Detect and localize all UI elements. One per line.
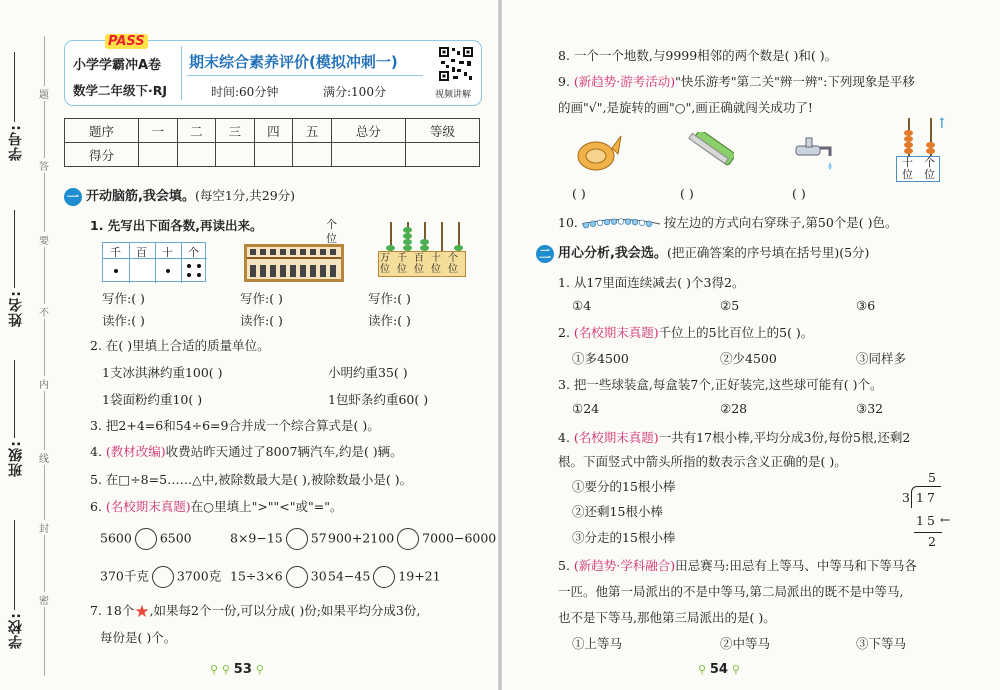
choice-option[interactable]: ②中等马: [720, 636, 771, 651]
grade-label: 数学二年级下·RJ: [73, 83, 168, 98]
table-cell: 题序: [65, 119, 139, 143]
question-4[interactable]: 4. (教材改编)收费站昨天通过了8007辆汽车,约是( )辆。: [90, 444, 403, 459]
bead: [420, 239, 429, 245]
bead: [639, 220, 645, 226]
question-10[interactable]: 10. 按左边的方式向右穿珠子,第50个是( )色。: [558, 215, 898, 230]
dot: [197, 273, 201, 277]
bead: [403, 233, 412, 239]
counting-frame-small: [894, 116, 948, 182]
seal-char: 内: [39, 376, 49, 391]
score-input[interactable]: [139, 143, 178, 167]
frame-label: 个位: [924, 156, 935, 181]
lower-beads: [250, 265, 338, 277]
page-number: ⚲ ⚲ 53 ⚲: [210, 662, 264, 677]
exam-title: 期末综合素养评价(模拟冲刺一): [189, 53, 398, 71]
table-cell: 三: [216, 119, 255, 143]
score-input[interactable]: [216, 143, 255, 167]
video-label: 视频讲解: [435, 90, 472, 100]
question-7[interactable]: 7. 18个★,如果每2个一份,可以分成( )份;如果平均分成3份,: [90, 602, 421, 622]
choice-question-5-line2: 一匹。他第一局派出的不是中等马,第二局派出的既不是中等马,: [558, 584, 904, 599]
compare-item: 5600 6500: [100, 528, 192, 550]
bead: [904, 130, 913, 136]
rod: [441, 222, 443, 252]
bead: [904, 148, 913, 154]
book-spine: [498, 0, 502, 690]
place-value-chart: [102, 242, 206, 282]
choice-option[interactable]: ③下等马: [856, 636, 907, 651]
school-label: 学校:: [8, 612, 24, 649]
question-3[interactable]: 3. 把2+4=6和54÷6=9合并成一个综合算式是( )。: [90, 418, 380, 433]
upper-beads: [250, 249, 338, 255]
division-line: [914, 532, 942, 533]
choice-option[interactable]: ③同样多: [856, 351, 907, 366]
full-score: 满分:100分: [323, 85, 386, 99]
read-blank[interactable]: 读作:( ): [368, 313, 411, 328]
bead: [646, 221, 652, 227]
student-no-line: [14, 52, 15, 122]
write-blank[interactable]: 写作:( ): [240, 291, 283, 306]
answer-blank[interactable]: ( ): [680, 186, 694, 201]
divider: [155, 243, 156, 283]
arrow-left-icon: ←: [940, 512, 951, 527]
question-5[interactable]: 5. 在□÷8=5……△中,被除数最大是( ),被除数最小是( )。: [90, 472, 413, 487]
dividend: 17: [916, 490, 938, 505]
bead: [625, 218, 631, 224]
choice-option[interactable]: ②少4500: [720, 351, 777, 366]
place-header-tens: 十: [162, 246, 173, 259]
dot: [114, 269, 118, 273]
crayon-box-icon: [680, 132, 734, 180]
school-line: [14, 520, 15, 610]
bead: [590, 221, 596, 227]
question-tag: (教材改编): [105, 444, 166, 459]
section-badge: 二: [536, 245, 554, 263]
answer-blank[interactable]: ( ): [572, 186, 586, 201]
exam-time: 时间:60分钟: [211, 85, 279, 99]
read-blank[interactable]: 读作:( ): [102, 313, 145, 328]
bead: [611, 218, 617, 224]
q2-item[interactable]: 1支冰淇淋约重100( ): [102, 365, 223, 380]
bead: [583, 222, 589, 228]
choice-question-5-line3: 也不是下等马,那他第三局派出的是( )。: [558, 610, 776, 625]
choice-option[interactable]: ②还剩15根小棒: [572, 504, 663, 519]
question-1: 1. 先写出下面各数,再读出来。: [90, 218, 263, 233]
abacus-beam: [247, 257, 341, 259]
binding-gutter: [0, 0, 58, 690]
seal-char: 密: [39, 592, 49, 607]
page-54: [502, 0, 1000, 690]
seal-char: 答: [39, 158, 49, 173]
sprout-icon: ⚲: [698, 663, 710, 676]
seal-line: [44, 36, 45, 676]
seal-char: 不: [39, 304, 49, 319]
compare-circle-input[interactable]: [397, 528, 419, 550]
question-tag: (名校期末真题): [573, 325, 659, 340]
choice-question-4-line2: 根。下面竖式中箭头所指的数表示含义正确的是( )。: [558, 454, 847, 469]
compare-circle-input[interactable]: [286, 528, 308, 550]
score-table-score-row: [65, 143, 480, 167]
exam-header: [64, 34, 482, 106]
question-9: 9. (新趋势·游考活动)"快乐游考"第二关"辨一辨":下列现象是平移: [558, 74, 915, 89]
abacus-place-label-ones: 个: [326, 218, 337, 231]
choice-option[interactable]: ①要分的15根小棒: [572, 479, 676, 494]
bead: [403, 227, 412, 233]
choice-option[interactable]: ①上等马: [572, 636, 623, 651]
compare-item: 8×9−15 57: [230, 528, 327, 550]
choice-question-5: 5. (新趋势·学科融合)田忌赛马:田忌有上等马、中等马和下等马各: [558, 558, 917, 573]
frame-label: 万位: [380, 253, 390, 275]
choice-question-4: 4. (名校期末真题)一共有17根小棒,平均分成3份,每份5根,还剩2: [558, 430, 911, 445]
bead: [632, 219, 638, 225]
header-divider: [181, 46, 182, 100]
counting-frame: [378, 218, 466, 278]
dot: [197, 264, 201, 268]
bead-string-icon: [580, 217, 662, 231]
qr-code-icon[interactable]: [437, 45, 475, 83]
answer-blank[interactable]: ( ): [792, 186, 806, 201]
question-7-line2[interactable]: 每份是( )个。: [100, 630, 177, 645]
compare-circle-input[interactable]: [152, 566, 174, 588]
frame-label: 十位: [431, 253, 441, 275]
divider: [181, 243, 182, 283]
choice-option[interactable]: ①4: [572, 298, 592, 313]
choice-question-3: 3. 把一些球装盒,每盒装7个,正好装完,这些球可能有( )个。: [558, 377, 883, 392]
choice-option[interactable]: ②5: [720, 298, 740, 313]
frame-label: 个位: [448, 253, 458, 275]
bead: [604, 219, 610, 225]
section-note: (每空1分,共29分): [194, 188, 296, 203]
compare-item: 900+2100 7000−6000: [328, 528, 496, 550]
compare-item: 370千克 3700克: [100, 566, 221, 588]
quotient: 5: [928, 470, 936, 485]
name-line: [14, 210, 15, 288]
choice-option[interactable]: ①多4500: [572, 351, 629, 366]
class-line: [14, 360, 15, 438]
bead: [403, 239, 412, 245]
score-input[interactable]: [177, 143, 216, 167]
choice-option[interactable]: ③32: [856, 401, 884, 416]
score-input[interactable]: [293, 143, 332, 167]
write-blank[interactable]: 写作:( ): [368, 291, 411, 306]
bead: [926, 142, 935, 148]
choice-option[interactable]: ①24: [572, 401, 600, 416]
table-cell: 总分: [331, 119, 405, 143]
section-note: (把正确答案的序号填在括号里)(5分): [666, 245, 870, 260]
table-cell: 得分: [65, 143, 139, 167]
question-tag: (新趋势·学科融合): [573, 558, 676, 573]
divisor: 3: [902, 490, 910, 505]
score-input[interactable]: [405, 143, 479, 167]
write-blank[interactable]: 写作:( ): [102, 291, 145, 306]
compare-circle-input[interactable]: [135, 528, 157, 550]
product: 15: [916, 513, 938, 528]
choice-option[interactable]: ③分走的15根小棒: [572, 530, 676, 545]
table-cell: 五: [293, 119, 332, 143]
sprout-icon: ⚲ ⚲: [210, 663, 234, 676]
section-badge: 一: [64, 188, 82, 206]
frame-label: 百位: [414, 253, 424, 275]
brand-logo: PASS: [105, 34, 148, 49]
dot: [166, 269, 170, 273]
q2-item[interactable]: 1包虾条约重60( ): [328, 392, 429, 407]
name-label: 姓名:: [8, 290, 24, 327]
table-cell: 等级: [405, 119, 479, 143]
student-no-label: 学号:: [8, 124, 24, 161]
q2-item[interactable]: 小明约重35( ): [328, 365, 408, 380]
question-text: 在○里填上">""<"或"="。: [190, 499, 343, 514]
compare-circle-input[interactable]: [373, 566, 395, 588]
up-arrow-icon: ↑: [936, 116, 948, 132]
sprout-icon: ⚲: [251, 663, 264, 676]
seal-char: 题: [39, 86, 49, 101]
seal-char: 要: [39, 232, 49, 247]
score-input[interactable]: [254, 143, 293, 167]
score-table: [64, 118, 480, 167]
dot: [187, 264, 191, 268]
score-input[interactable]: [331, 143, 405, 167]
table-cell: 二: [177, 119, 216, 143]
star-icon: ★: [134, 602, 150, 622]
long-division: [902, 470, 962, 552]
choice-question-1: 1. 从17里面连续减去( )个3得2。: [558, 275, 745, 290]
sprout-icon: ⚲: [727, 663, 740, 676]
ribbon-roll-icon: [572, 132, 622, 178]
compare-item: 15÷3×6 30: [230, 566, 327, 588]
question-tag: (名校期末真题): [573, 430, 659, 445]
score-table-header-row: [65, 119, 480, 143]
question-tag: (名校期末真题): [105, 499, 191, 514]
compare-circle-input[interactable]: [286, 566, 308, 588]
choice-question-2: 2. (名校期末真题)千位上的5比百位上的5( )。: [558, 325, 814, 340]
seal-char: 线: [39, 450, 49, 465]
table-cell: 四: [254, 119, 293, 143]
section-title: 开动脑筋,我会填。: [85, 189, 195, 204]
bead: [904, 142, 913, 148]
choice-option[interactable]: ②28: [720, 401, 748, 416]
section-2-heading: [536, 242, 869, 263]
divider: [129, 243, 130, 283]
page-53: [0, 0, 498, 690]
frame-label: 十位: [902, 156, 913, 181]
question-8[interactable]: 8. 一个一个地数,与9999相邻的两个数是( )和( )。: [558, 48, 838, 63]
place-header-thousands: 千: [110, 246, 121, 259]
question-6: 6. (名校期末真题)在○里填上">""<"或"="。: [90, 499, 343, 514]
title-underline: [187, 75, 423, 76]
choice-option[interactable]: ③6: [856, 298, 876, 313]
seal-char: 封: [39, 520, 49, 535]
faucet-icon: [792, 136, 842, 180]
page-number: ⚲ 54 ⚲: [698, 662, 740, 677]
read-blank[interactable]: 读作:( ): [240, 313, 283, 328]
section-title: 用心分析,我会选。: [557, 246, 667, 261]
table-cell: 一: [139, 119, 178, 143]
question-text: 收费站昨天通过了8007辆汽车,约是( )辆。: [165, 444, 403, 459]
question-tag: (新趋势·游考活动): [573, 74, 676, 89]
section-1-heading: [64, 185, 295, 206]
question-2: 2. 在( )里填上合适的质量单位。: [90, 338, 270, 353]
class-label: 班级:: [8, 440, 24, 477]
place-header-hundreds: 百: [136, 246, 147, 259]
bead: [618, 218, 624, 224]
abacus-place-label-wei: 位: [326, 232, 337, 245]
question-9-line2: 的画"√",是旋转的画"○",画正确就闯关成功了!: [558, 100, 813, 115]
remainder: 2: [928, 534, 936, 549]
series-name: 小学学霸冲A卷: [73, 58, 162, 73]
bead: [926, 148, 935, 154]
frame-label: 千位: [397, 253, 407, 275]
bead: [597, 220, 603, 226]
compare-item: 54−45 19+21: [328, 566, 441, 588]
place-header-ones: 个: [188, 246, 199, 259]
bead: [904, 136, 913, 142]
abacus-frame: [244, 244, 344, 282]
dot: [187, 273, 191, 277]
q2-item[interactable]: 1袋面粉约重10( ): [102, 392, 203, 407]
